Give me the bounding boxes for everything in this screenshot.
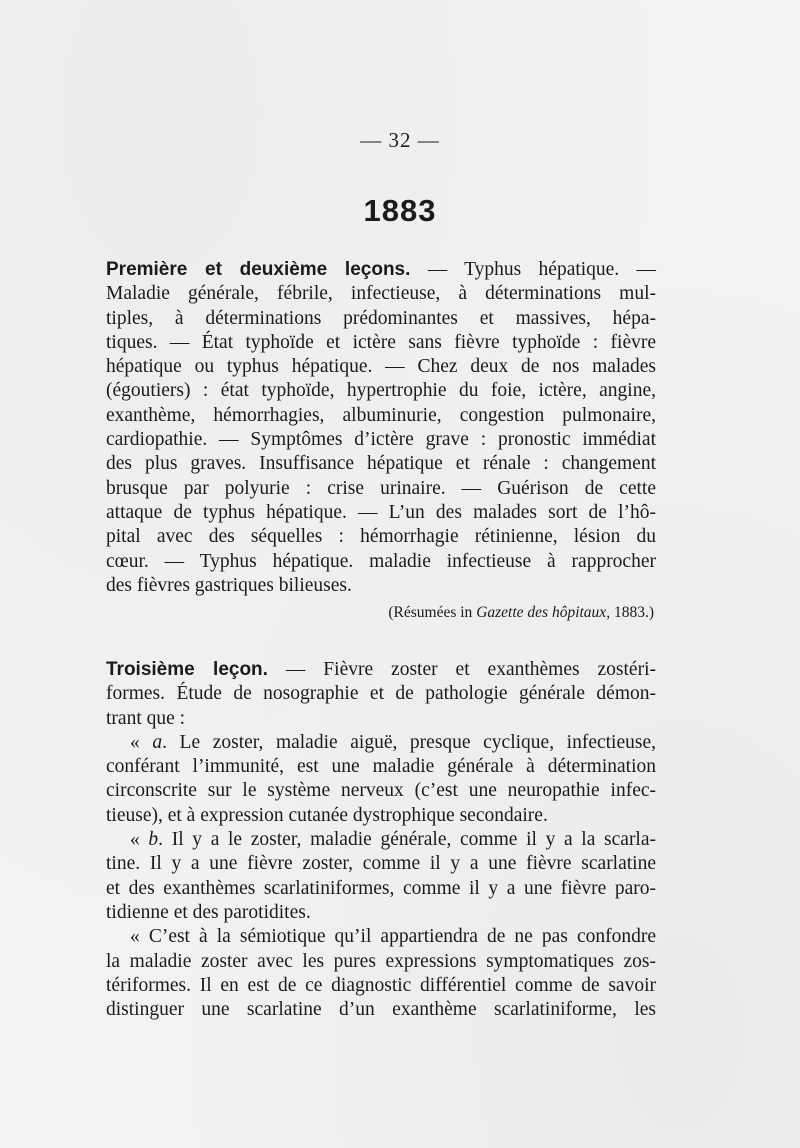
text-line: des fièvres gastriques bilieuses. bbox=[106, 574, 352, 596]
text-line: tériformes. Il en est de ce diagnostic différentiel comme de savoir bbox=[106, 974, 656, 996]
text-line-content: — Typhus hépatique. — bbox=[410, 259, 656, 280]
text-line: tieuse), et à expression cutanée dystrophique secondaire. bbox=[106, 804, 548, 826]
year-heading: 1883 bbox=[363, 193, 437, 228]
text-line: attaque de typhus hépatique. — L’un des malades sort de l’hô- bbox=[106, 501, 656, 523]
section-third-lesson bbox=[106, 658, 656, 1022]
text-line bbox=[106, 258, 656, 282]
list-letter: a bbox=[152, 731, 163, 753]
page-number: — 32 — bbox=[360, 128, 440, 152]
text-line: et des exanthèmes scarlatiniformes, comme il y a une fièvre paro- bbox=[106, 877, 656, 899]
section-first-second-lessons bbox=[106, 258, 656, 624]
source-prefix: (Résumées in bbox=[388, 604, 477, 622]
text-line: « b. Il y a le zoster, maladie générale, comme il y a la scarla- bbox=[130, 829, 657, 851]
source-suffix: 1883.) bbox=[610, 604, 654, 622]
text-line: tiples, à déterminations prédominantes et massives, hépa- bbox=[106, 307, 656, 329]
section-heading: Première et deuxième leçons. bbox=[106, 259, 411, 280]
text-line: brusque par polyurie : crise urinaire. — Guérison de cette bbox=[106, 477, 656, 499]
text-line: exanthème, hémorrhagies, albuminurie, congestion pulmonaire, bbox=[106, 404, 656, 426]
text-line: « C’est à la sémiotique qu’il appartiendra de ne pas confondre bbox=[130, 926, 656, 948]
text-line: (égoutiers) : état typhoïde, hypertrophie du foie, ictère, angine, bbox=[106, 380, 656, 402]
text-line: tidienne et des parotidites. bbox=[106, 901, 311, 923]
text-line: circonscrite sur le système nerveux (c’est une neuropathie infec- bbox=[106, 780, 656, 802]
source-journal: Gazette des hôpitaux, bbox=[476, 604, 611, 622]
text-line: hépatique ou typhus hépatique. — Chez deux de nos malades bbox=[106, 356, 656, 378]
text-line: cœur. — Typhus hépatique. maladie infectieuse à rapprocher bbox=[106, 550, 656, 572]
text-line: conférant l’immunité, est une maladie générale à détermination bbox=[106, 756, 656, 778]
text-line: Maladie générale, fébrile, infectieuse, à déterminations mul- bbox=[106, 283, 656, 305]
text-line: des plus graves. Insuffisance hépatique et rénale : changement bbox=[106, 453, 656, 475]
text-line: la maladie zoster avec les pures expressions symptomatiques zos- bbox=[106, 950, 656, 972]
text-line-content: — Fièvre zoster et exanthèmes zostéri- bbox=[267, 659, 656, 680]
text-line: tiques. — État typhoïde et ictère sans fièvre typhoïde : fièvre bbox=[106, 331, 656, 353]
source-citation bbox=[106, 598, 656, 624]
text-line: distinguer une scarlatine d’un exanthème scarlatiniforme, les bbox=[106, 999, 656, 1021]
text-line: cardiopathie. — Symptômes d’ictère grave : pronostic immédiat bbox=[106, 429, 656, 451]
list-letter: b bbox=[148, 829, 159, 851]
text-line bbox=[106, 658, 656, 682]
section-heading: Troisième leçon. bbox=[106, 659, 268, 680]
text-line: formes. Étude de nosographie et de pathologie générale démon- bbox=[106, 683, 656, 705]
text-line: pital avec des séquelles : hémorrhagie rétinienne, lésion du bbox=[106, 526, 656, 548]
text-line: trant que : bbox=[106, 707, 186, 729]
text-line: « a. Le zoster, maladie aiguë, presque cyclique, infectieuse, bbox=[130, 731, 656, 753]
text-line: tine. Il y a une fièvre zoster, comme il y a une fièvre scarlatine bbox=[106, 853, 656, 875]
